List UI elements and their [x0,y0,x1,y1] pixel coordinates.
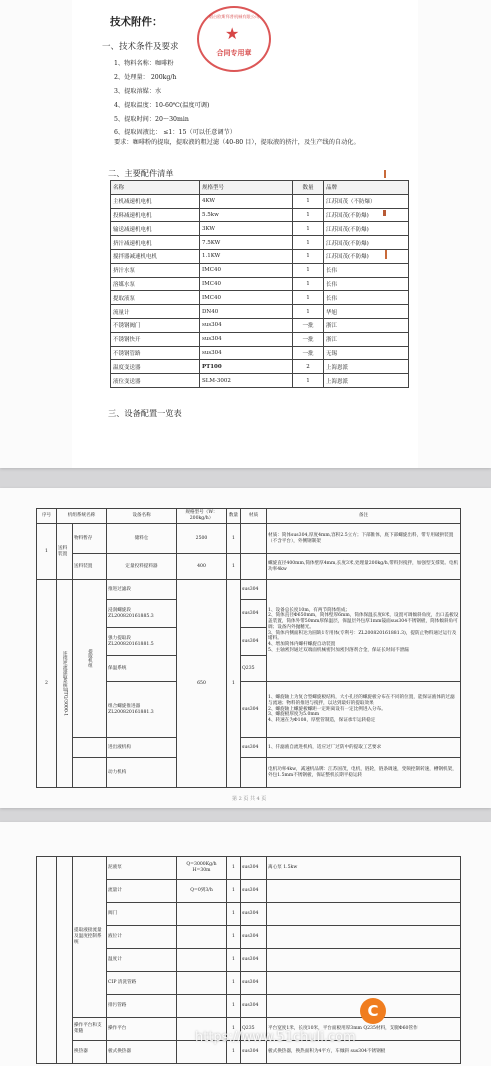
table-row [111,305,409,319]
material-cell [241,758,267,788]
table-row [111,277,409,291]
part-name: 流量计 [111,305,200,319]
spec-cell [177,949,227,972]
equipment-name: 保温系统 [107,656,177,682]
subsystem-name-text: 提取机组 [87,649,93,668]
material-cell: sus304 [241,949,267,972]
system-name [57,580,73,788]
part-name: 溶媒水泵 [111,277,200,291]
part-spec: sus304 [200,332,293,346]
column-header: 名称 [111,181,200,195]
material-cell: Q235 [241,1018,267,1041]
spec-cell [177,995,227,1018]
part-spec: sus304 [200,318,293,332]
spec-cell: 2500 [177,524,227,554]
part-name: 挤汁水泵 [111,263,200,277]
part-spec: 5.5kw [200,208,293,222]
remark-cell: 材质：筒体sus304,厚度4mm,容积2.5立方；下部锥体，底下部螺旋出料，带专用破拱装置（不含平台），外侧钢制架 [267,524,461,554]
remark-cell [267,880,461,903]
part-spec: 7.5KW [200,236,293,250]
part-qty: 一批 [293,332,324,346]
system-code: JJTQ/3000-1 [62,687,68,717]
material-cell: sus304 [241,995,267,1018]
subsystem-name [73,580,107,738]
part-brand: 华旭 [324,305,409,319]
subsystem-name: 送料装置 [73,554,107,580]
part-qty: 1 [293,291,324,305]
material-cell: Q235 [241,656,267,682]
material-cell: sus304 [241,880,267,903]
spec-cell: 400 [177,554,227,580]
column-header: 设备名称 [107,509,177,524]
part-brand: 江苏国茂（不防爆） [324,194,409,208]
remark-cell: 离心泵 1.5kw [267,857,461,880]
table-row [111,346,409,360]
material-cell: sus304 [241,926,267,949]
part-brand: 浙江 [324,332,409,346]
part-qty: 1 [293,374,324,388]
subsystem-name: 换热器 [73,1041,107,1064]
remark-cell: 螺旋直径400mm,筒体壁厚4mm,长度3米,处理量200kg/h,带料封搅拌，加强型支撑架。电机功率4kw [267,554,461,580]
qty-cell: 1 [227,995,241,1018]
equipment-name: 操作平台 [107,1018,177,1041]
table-row [111,360,409,374]
part-brand: 上海恩派 [324,374,409,388]
equipment-name: 阀门 [107,903,177,926]
material-cell: sus304 [241,628,267,656]
column-header: 数量 [293,181,324,195]
part-brand: 江苏国茂(不防爆) [324,236,409,250]
equipment-name: 定量投料提料器 [107,554,177,580]
part-name: 液位变送器 [111,374,200,388]
material-cell: sus304 [241,682,267,738]
material-cell [241,524,267,554]
condition-item: 4、提取温度：10-60℃(温度可调) [114,102,210,109]
part-brand: 江苏国茂(不防爆) [324,222,409,236]
column-header: 数量 [227,509,241,524]
equipment-name: 储料仓 [107,524,177,554]
equipment-name: 浸润螺旋段 ZL200820161885.3 [107,600,177,628]
part-qty: 1 [293,194,324,208]
material-cell: sus304 [241,738,267,758]
column-header: 材质 [241,509,267,524]
table-header-row [111,181,409,195]
qty-cell: 1 [227,903,241,926]
remark-cell [267,926,461,949]
part-spec: 3KW [200,222,293,236]
qty-cell: 1 [227,1041,241,1064]
page-edge-mark [380,150,394,270]
part-spec: PT100 [200,360,293,374]
table-row [111,318,409,332]
table-row [111,222,409,236]
subsystem-name [73,738,107,758]
system-name-text: 连续逆流提取系统 [62,650,68,688]
part-name: 投料减速机电机 [111,208,200,222]
site-watermark: https://www.51chuli.com [195,1030,356,1045]
condition-item: 3、提取溶媒：水 [114,88,162,95]
page-title: 技术附件： [110,16,163,28]
part-brand: 江苏国茂(不防爆) [324,208,409,222]
qty-cell: 1 [227,554,241,580]
part-qty: 一批 [293,346,324,360]
equipment-name: 进出液机构 [107,738,177,758]
subsystem-name: 提取液接流量及温度控制系统 [73,857,107,1018]
part-spec: sus304 [200,346,293,360]
condition-item: 5、提取时间：20～30min [114,116,189,123]
parts-table [110,180,409,388]
part-brand: 长伟 [324,263,409,277]
part-qty: 1 [293,263,324,277]
remark-cell: 电机功率4kw，减速机品牌：江苏国茂，电机，链轮，链条调速，变频控制转速，槽钢机架，外包1.5mm不锈钢板，保证整机长期平稳运转 [267,758,461,788]
equipment-name: CIP 清洗管路 [107,972,177,995]
table-row [111,194,409,208]
equipment-name: 排污管路 [107,995,177,1018]
remark-cell: 平台宽度1米，长度10米，平台面板用厚3mm Q235材料，支腿Φ60管作 [267,1018,461,1041]
part-name: 提取液泵 [111,291,200,305]
column-header: 机组系统名称 [57,509,107,524]
table-row [37,857,461,880]
row-number: 2 [37,580,57,788]
part-name: 温度变送器 [111,360,200,374]
equipment-name: 板式换热器 [107,1041,177,1064]
system-name: 送料装置 [57,524,73,580]
material-cell: sus304 [241,600,267,628]
part-brand: 上海恩派 [324,360,409,374]
site-logo-icon: C [360,998,386,1024]
page-footer: 第 2 页 共 4 页 [232,796,267,802]
table-row [111,263,409,277]
part-qty: 1 [293,305,324,319]
part-name: 输送减速机电机 [111,222,200,236]
equipment-name: 动力机构 [107,758,177,788]
spec-cell [177,903,227,926]
column-header: 序号 [37,509,57,524]
material-cell: sus304 [241,857,267,880]
table-header-row [37,509,461,524]
equipment-name: 泥液泵 [107,857,177,880]
table-row [111,208,409,222]
seal-ring-text: 烟台欧斯拜普机械有限公司 [208,14,260,19]
qty-cell: 1 [227,972,241,995]
material-cell [241,554,267,580]
qty-cell: 1 [227,524,241,554]
table-row [37,580,461,600]
section-heading-config: 三、设备配置一览表 [108,408,182,418]
equipment-name: 推进过滤段 [107,580,177,600]
table-row [111,291,409,305]
part-name: 主机减速机电机 [111,194,200,208]
part-name: 不锈钢阀门 [111,318,200,332]
parts-table-body [111,194,409,387]
column-header: 品牌 [324,181,409,195]
table-row [111,332,409,346]
equipment-name: 流量计 [107,880,177,903]
table-row [111,236,409,250]
qty-cell: 1 [227,880,241,903]
table-row [37,554,461,580]
subsystem-name [73,758,107,788]
contract-page-1 [0,0,491,468]
qty-cell: 1 [227,949,241,972]
remark-cell: 1、螺旋轴上为复合型螺旋板结构，大小孔径的螺旋板分布在不同的位置，能保证液体的过滤与流通；物料的推进与搅拌，以达到最好的提取效果 2、螺旋轴上螺旋板螺距一定距离设有一定比例进入分布。 3、螺旋板厚度为5.0mm 4、转速在为Φ108，厚壁管制造，保证承牢运转稳定 [267,682,461,738]
remark-cell [267,903,461,926]
column-header: 规格型号 [200,181,293,195]
spec-cell: Q=0到3/h [177,880,227,903]
spec-cell: Q=3000Kg/h H=30m [177,857,227,880]
part-spec: DN40 [200,305,293,319]
part-name: 搅拌器减速机电机 [111,249,200,263]
row-number [37,857,57,1064]
subsystem-name: 操作平台和支架随 [73,1018,107,1041]
spec-cell: 650 [177,580,227,788]
table-row [111,374,409,388]
spec-cell [177,926,227,949]
column-header: 备注 [267,509,461,524]
part-qty: 1 [293,277,324,291]
section-heading-conditions: 一、技术条件及要求 [102,42,179,52]
part-brand: 无锡 [324,346,409,360]
equipment-name: 温度计 [107,949,177,972]
part-brand: 长伟 [324,277,409,291]
material-cell: sus304 [241,903,267,926]
section-heading-parts: 二、主要配件清单 [108,168,174,178]
table-row [111,249,409,263]
qty-cell: 1 [227,926,241,949]
equipment-name: 强力提取段 ZL200820161881.5 [107,628,177,656]
spec-cell [177,972,227,995]
row-number: 1 [37,524,57,580]
remark-cell [267,972,461,995]
part-spec: SLM-3002 [200,374,293,388]
subsystem-name: 物料暂存 [73,524,107,554]
part-spec: IMC40 [200,277,293,291]
material-cell: sus304 [241,580,267,600]
part-name: 不锈钢快开 [111,332,200,346]
part-qty: 1 [293,249,324,263]
part-spec: 4KW [200,194,293,208]
part-name: 不锈钢管路 [111,346,200,360]
company-seal [197,6,271,72]
remark-cell [267,949,461,972]
requirement-text: 要求：咖啡粉的提取，提取液的粗过滤（40-80 目），提取液的挤汁，及生产线的自动化。 [114,139,360,146]
seal-star-icon: ★ [225,24,240,43]
condition-item: 2、处理量： 200kg/h [114,74,177,81]
material-cell: sus304 [241,972,267,995]
part-qty: 一批 [293,318,324,332]
contract-page-2 [0,488,491,808]
part-qty: 2 [293,360,324,374]
seal-label: 合同专用章 [216,48,252,57]
equipment-name: 液位计 [107,926,177,949]
condition-item: 6、提取固液比： ≤1：15（可以任意调节） [114,129,236,136]
equipment-name: 组合螺旋推进器 ZL200820161881.3 [107,682,177,738]
part-qty: 1 [293,236,324,250]
part-name: 挤汁减速机电机 [111,236,200,250]
table-row [37,524,461,554]
part-spec: IMC40 [200,291,293,305]
remark-cell: 板式换热器，换热面积为4平方，车倾斜 sus304不锈钢板 [267,1041,461,1064]
remark-cell: 1、设备总长度10m，有两节筒体组成； 2、筒体直径Φ650mm，筒体壁厚6mm，筒体保温长度8米，设置可调倾斜角度，出口盖板设盖装置，筒体外带50mm厚保温层，保温层外包厚1mm镜面sus304不锈钢板，筒体倾斜角可调；设备内外抛精光。 3、筒体内侧面积达为圆缺1专用体(专利号：ZL200820161881.3)，提防止物料通过运行及堵料。 4、增加筒体内螺杆螺旋自动装置 5、主轴密封通过双端面机械密封加密封溶剂合金，保证长时间不泄漏 [267,580,461,682]
part-qty: 1 [293,222,324,236]
equipment-config-table [36,508,461,788]
qty-cell: 1 [227,1018,241,1041]
material-cell: sus304 [241,1041,267,1064]
table-row [37,738,461,758]
qty-cell: 1 [227,580,241,788]
part-brand: 江苏国茂(不防爆) [324,249,409,263]
part-spec: IMC40 [200,263,293,277]
table-row [37,758,461,788]
column-header: 规格型号（W：200kg/h） [177,509,227,524]
remark-cell: 1、仟滤液自流进机构，适应过厂过防中的提取工艺要求 [267,738,461,758]
part-brand: 浙江 [324,318,409,332]
system-name [57,857,73,1064]
qty-cell: 1 [227,857,241,880]
part-qty: 1 [293,208,324,222]
page1-sheet [72,0,418,468]
part-spec: 1.1KW [200,249,293,263]
condition-item: 1、物料名称：咖啡粉 [114,60,174,67]
part-brand: 长伟 [324,291,409,305]
